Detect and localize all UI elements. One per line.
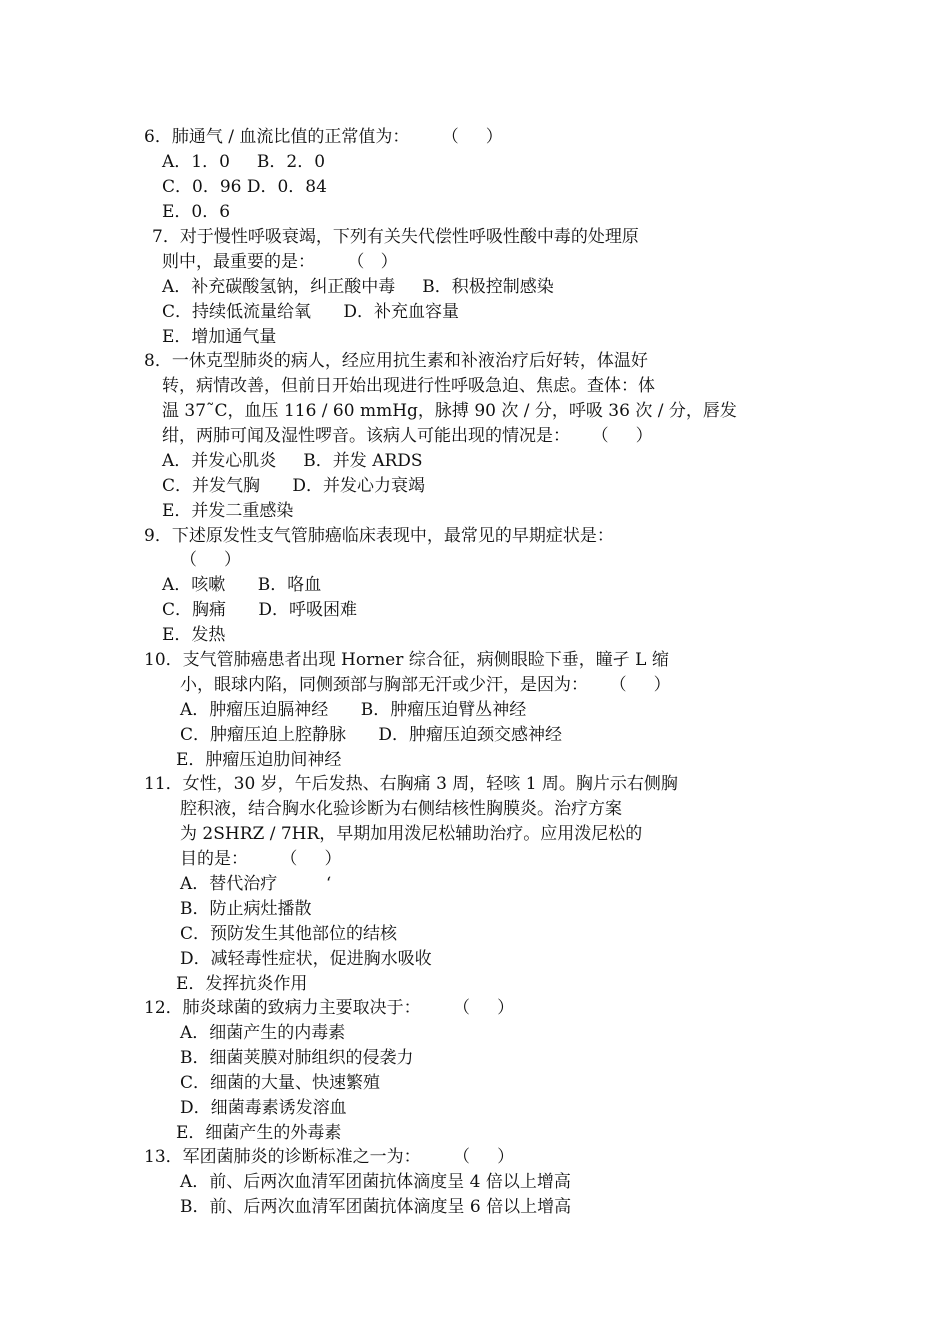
question-7-stem-line-2: 则中，最重要的是： （ ） [162, 252, 398, 272]
question-9-options-cd: C．胸痛 D．呼吸困难 [162, 600, 358, 620]
question-12-option-d: D．细菌毒素诱发溶血 [180, 1098, 347, 1118]
question-11-option-a: A．替代治疗 ‘ [180, 874, 332, 894]
question-8-options-ab: A．并发心肌炎 B．并发 ARDS [162, 451, 423, 471]
question-10-stem-line-2: 小，眼球内陷，同侧颈部与胸部无汗或少汗，是因为： （ ） [180, 675, 671, 695]
question-8-stem-line-4: 绀，两肺可闻及湿性啰音。该病人可能出现的情况是： （ ） [162, 426, 653, 446]
question-13-stem: 13．军团菌肺炎的诊断标准之一为： （ ） [144, 1147, 515, 1167]
question-12-option-a: A．细菌产生的内毒素 [180, 1023, 346, 1043]
question-11-option-e: E．发挥抗炎作用 [176, 974, 308, 994]
question-11-stem-line-4: 目的是： （ ） [180, 849, 342, 869]
question-8-options-cd: C．并发气胸 D．并发心力衰竭 [162, 476, 426, 496]
question-13-option-b: B．前、后两次血清军团菌抗体滴度呈 6 倍以上增高 [180, 1197, 572, 1217]
question-11-option-b: B．防止病灶播散 [180, 899, 312, 919]
question-7-options-ab: A．补充碳酸氢钠，纠正酸中毒 B．积极控制感染 [162, 277, 554, 297]
question-11-stem-line-2: 腔积液，结合胸水化验诊断为右侧结核性胸膜炎。治疗方案 [180, 799, 622, 819]
question-12-option-b: B．细菌荚膜对肺组织的侵袭力 [180, 1048, 414, 1068]
question-12-stem: 12．肺炎球菌的致病力主要取决于： （ ） [144, 998, 515, 1018]
question-11-stem-line-1: 11．女性，30 岁，午后发热、右胸痛 3 周，轻咳 1 周。胸片示右侧胸 [144, 774, 678, 794]
question-10-stem-line-1: 10．支气管肺癌患者出现 Horner 综合征，病侧眼睑下垂，瞳孑 L 缩 [144, 650, 669, 670]
question-8-stem-line-1: 8．一休克型肺炎的病人，经应用抗生素和补液治疗后好转，体温好 [144, 351, 648, 371]
question-7-stem-line-1: 7．对于慢性呼吸衰竭，下列有关失代偿性呼吸性酸中毒的处理原 [152, 227, 639, 247]
question-8-option-e: E．并发二重感染 [162, 501, 294, 521]
question-11-stem-line-3: 为 2SHRZ / 7HR，早期加用泼尼松辅助治疗。应用泼尼松的 [180, 824, 643, 844]
question-9-stem-line-2: （ ） [180, 550, 242, 570]
question-12-option-e: E．细菌产生的外毒素 [176, 1123, 342, 1143]
question-10-options-cd: C．肿瘤压迫上腔静脉 D．肿瘤压迫颈交感神经 [180, 725, 563, 745]
question-11-option-d: D．减轻毒性症状，促进胸水吸收 [180, 949, 432, 969]
question-7-options-cd: C．持续低流量给氧 D．补充血容量 [162, 302, 460, 322]
question-7-option-e: E．增加通气量 [162, 327, 277, 347]
question-11-option-c: C．预防发生其他部位的结核 [180, 924, 398, 944]
question-10-option-e: E．肿瘤压迫肋间神经 [176, 750, 342, 770]
question-10-options-ab: A．肿瘤压迫膈神经 B．肿瘤压迫臂丛神经 [180, 700, 527, 720]
question-6-options-ab: A．1．0 B．2．0 [162, 152, 326, 172]
question-8-stem-line-2: 转，病情改善，但前日开始出现进行性呼吸急迫、焦虑。查体：体 [162, 376, 655, 396]
question-6-option-e: E．0．6 [162, 202, 231, 222]
question-9-options-ab: A．咳嗽 B．咯血 [162, 575, 322, 595]
question-9-stem-line-1: 9．下述原发性支气管肺癌临床表现中，最常见的早期症状是： [144, 526, 614, 546]
question-8-stem-line-3: 温 37˜C，血压 116 / 60 mmHg，脉搏 90 次 / 分，呼吸 36 次 / 分，唇发 [162, 401, 737, 421]
question-12-option-c: C．细菌的大量、快速繁殖 [180, 1073, 381, 1093]
question-6-stem: 6．肺通气 / 血流比值的正常值为： （ ） [144, 127, 503, 147]
question-13-option-a: A．前、后两次血清军团菌抗体滴度呈 4 倍以上增高 [180, 1172, 571, 1192]
question-6-options-cd: C．0．96 D．0．84 [162, 177, 327, 197]
question-9-option-e: E．发热 [162, 625, 226, 645]
